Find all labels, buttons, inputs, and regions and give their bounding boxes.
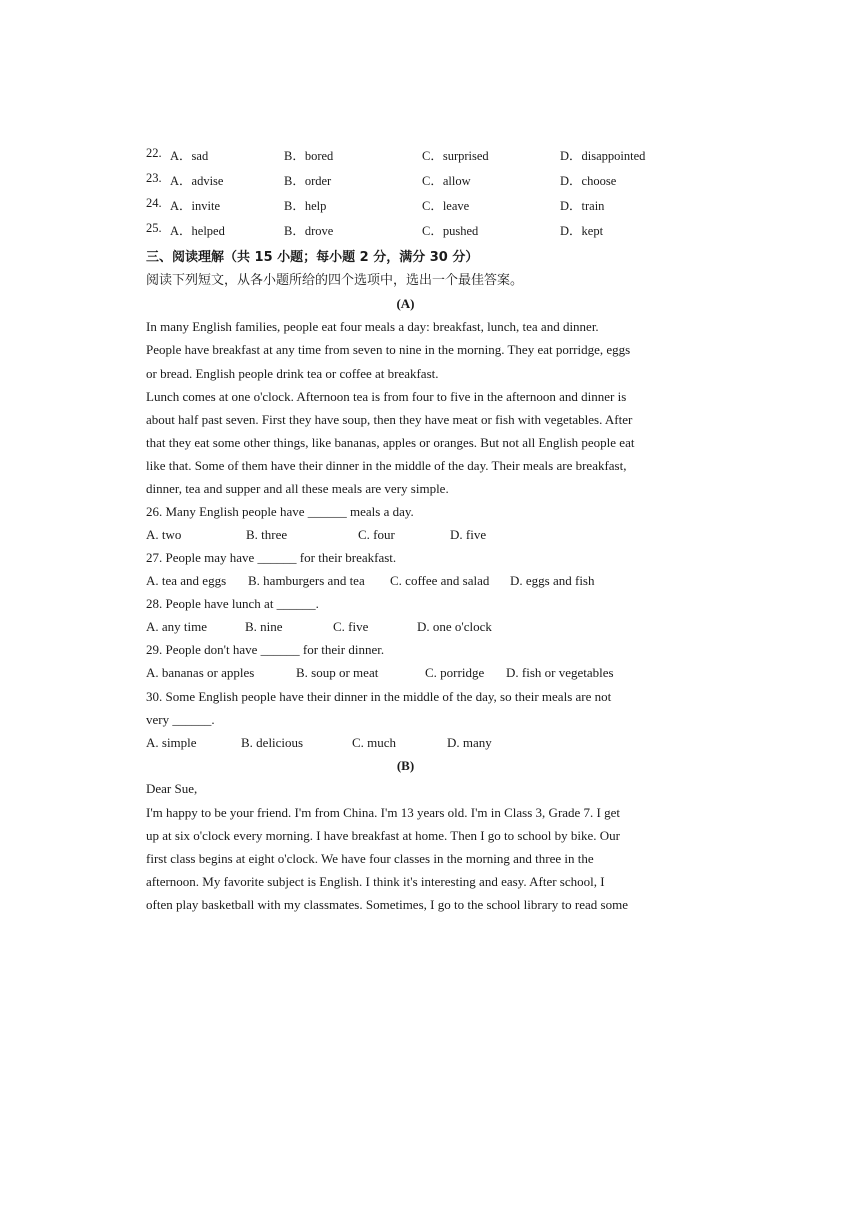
option-a: A. two [146,527,182,542]
option-c: C．allow [422,174,471,188]
passage-a-line: like that. Some of them have their dinner in the middle of the day. Their meals are breakfast, [146,458,627,473]
option-b: B. delicious [241,735,304,750]
option-c: C．surprised [422,149,489,163]
option-b: B．help [284,199,327,213]
question-number: 25. [146,221,162,235]
option-b: B. hamburgers and tea [248,573,365,588]
option-d: D. one o'clock [417,619,492,634]
option-c: C．leave [422,199,470,213]
option-c: C. five [333,619,369,634]
option-a: A. simple [146,735,197,750]
question-stem-27: 27. People may have ______ for their breakfast. [146,550,397,565]
question-number: 22. [146,146,162,160]
option-c: C. much [352,735,397,750]
question-stem-29: 29. People don't have ______ for their dinner. [146,642,385,657]
question-number: 24. [146,196,162,210]
passage-b-line: I'm happy to be your friend. I'm from China. I'm 13 years old. I'm in Class 3, Grade 7. I get [146,805,621,820]
question-stem-28: 28. People have lunch at ______. [146,596,319,611]
option-b: B. nine [245,619,283,634]
option-d: D．disappointed [560,149,646,163]
passage-b-label: (B) [396,758,415,773]
option-c: C．pushed [422,224,479,238]
passage-a-line: In many English families, people eat four meals a day: breakfast, lunch, tea and dinner. [146,319,599,334]
passage-a-line: or bread. English people drink tea or coffee at breakfast. [146,366,439,381]
option-c: C. porridge [425,665,485,680]
option-d: D．kept [560,224,604,238]
option-b: B．order [284,174,332,188]
option-row-24 [146,196,706,216]
option-d: D. eggs and fish [510,573,595,588]
passage-b-line: often play basketball with my classmates. Sometimes, I go to the school library to read some [146,897,628,912]
option-b: B. soup or meat [296,665,379,680]
option-row-23 [146,171,706,191]
question-number: 23. [146,171,162,185]
section-instruction: 阅读下列短文，从各小题所给的四个选项中，选出一个最佳答案。 [146,273,524,288]
passage-b-line: up at six o'clock every morning. I have breakfast at home. Then I go to school by bike. Our [146,828,620,843]
option-a: A．sad [170,149,209,163]
question-stem-30-continued: very ______. [146,712,215,727]
option-b: B. three [246,527,288,542]
option-row-25 [146,221,706,241]
passage-a-label: (A) [396,296,415,311]
passage-b-line: afternoon. My favorite subject is English. I think it's interesting and easy. After school, I [146,874,605,889]
option-c: C. coffee and salad [390,573,490,588]
option-a: A．invite [170,199,220,213]
option-a: A．advise [170,174,224,188]
option-a: A. bananas or apples [146,665,255,680]
option-a: A. tea and eggs [146,573,227,588]
option-b: B．drove [284,224,334,238]
option-d: D. five [450,527,487,542]
question-stem-26: 26. Many English people have ______ meals a day. [146,504,414,519]
option-a: A. any time [146,619,208,634]
passage-b-line: first class begins at eight o'clock. We have four classes in the morning and three in the [146,851,594,866]
passage-a-line: dinner, tea and supper and all these meals are very simple. [146,481,449,496]
letter-greeting: Dear Sue, [146,781,198,796]
option-d: D. fish or vegetables [506,665,614,680]
passage-a-line: that they eat some other things, like bananas, apples or oranges. But not all English people eat [146,435,635,450]
passage-a-line: Lunch comes at one o'clock. Afternoon tea is from four to five in the afternoon and dinner is [146,389,627,404]
option-row-22 [146,146,706,166]
option-b: B．bored [284,149,334,163]
option-d: D．train [560,199,605,213]
section-heading: 三、阅读理解（共 15 小题；每小题 2 分，满分 30 分） [146,250,479,265]
passage-a-line: about half past seven. First they have soup, then they have meat or fish with vegetables. After [146,412,633,427]
passage-a-line: People have breakfast at any time from seven to nine in the morning. They eat porridge, eggs [146,342,631,357]
option-d: D．choose [560,174,617,188]
question-stem-30: 30. Some English people have their dinner in the middle of the day, so their meals are not [146,689,612,704]
option-d: D. many [447,735,492,750]
option-c: C. four [358,527,395,542]
option-a: A．helped [170,224,225,238]
